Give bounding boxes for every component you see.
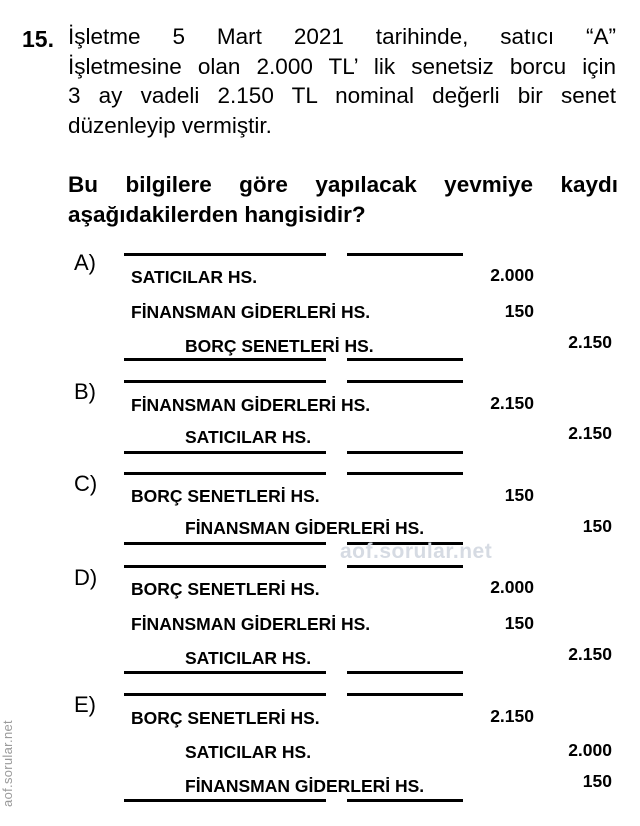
- journal-line: [124, 253, 326, 256]
- journal-line: [347, 451, 463, 454]
- debit-account: FİNANSMAN GİDERLERİ HS.: [131, 302, 371, 322]
- journal-line: [124, 565, 326, 568]
- option-a-letter[interactable]: A): [74, 250, 96, 275]
- journal-line: [347, 253, 463, 256]
- journal-line: [124, 472, 326, 475]
- credit-amount: 2.150: [568, 644, 612, 664]
- question-text-line: İşletme 5 Mart 2021 tarihinde, satıcı “A”: [68, 24, 616, 49]
- debit-amount: 150: [504, 485, 534, 505]
- journal-line: [347, 380, 463, 383]
- prompt-line: aşağıdakilerden hangisidir?: [68, 202, 366, 227]
- credit-amount: 2.150: [568, 332, 612, 352]
- journal-line: [347, 693, 463, 696]
- debit-amount: 150: [504, 301, 534, 321]
- debit-account: BORÇ SENETLERİ HS.: [131, 579, 320, 599]
- journal-line: [347, 565, 463, 568]
- credit-account: FİNANSMAN GİDERLERİ HS.: [185, 776, 425, 796]
- debit-amount: 150: [504, 613, 534, 633]
- credit-amount: 2.000: [568, 740, 612, 760]
- watermark-text: aof.sorular.net: [340, 540, 493, 563]
- credit-amount: 2.150: [568, 423, 612, 443]
- debit-account: FİNANSMAN GİDERLERİ HS.: [131, 614, 371, 634]
- option-b-letter[interactable]: B): [74, 379, 96, 404]
- debit-amount: 2.150: [490, 393, 534, 413]
- journal-line: [124, 380, 326, 383]
- journal-line: [347, 472, 463, 475]
- debit-amount: 2.000: [490, 577, 534, 597]
- prompt-line: Bu bilgilere göre yapılacak yevmiye kaydı: [68, 172, 618, 197]
- question-text-line: İşletmesine olan 2.000 TL’ lik senetsiz borcu için: [68, 53, 616, 79]
- credit-account: SATICILAR HS.: [185, 648, 312, 668]
- side-watermark-text: aof.sorular.net: [0, 720, 15, 807]
- journal-line: [124, 693, 326, 696]
- option-e-letter[interactable]: E): [74, 692, 96, 717]
- debit-amount: 2.150: [490, 706, 534, 726]
- debit-account: BORÇ SENETLERİ HS.: [131, 486, 320, 506]
- journal-line: [347, 671, 463, 674]
- question-prompt: [68, 170, 618, 230]
- journal-line: [124, 542, 326, 545]
- credit-account: FİNANSMAN GİDERLERİ HS.: [185, 518, 425, 538]
- journal-line: [124, 671, 326, 674]
- credit-account: BORÇ SENETLERİ HS.: [185, 336, 374, 356]
- question-number: 15.: [22, 26, 54, 52]
- debit-account: BORÇ SENETLERİ HS.: [131, 708, 320, 728]
- credit-amount: 150: [582, 516, 612, 536]
- journal-line: [347, 799, 463, 802]
- question-text-line: düzenleyip vermiştir.: [68, 112, 272, 138]
- journal-line: [124, 451, 326, 454]
- journal-line: [124, 358, 326, 361]
- credit-account: SATICILAR HS.: [185, 742, 312, 762]
- debit-account: SATICILAR HS.: [131, 267, 258, 287]
- option-d-letter[interactable]: D): [74, 565, 98, 590]
- option-c-letter[interactable]: C): [74, 471, 98, 496]
- question-text-line: 3 ay vadeli 2.150 TL nominal değerli bir senet: [68, 83, 616, 108]
- journal-line: [124, 799, 326, 802]
- debit-amount: 2.000: [490, 265, 534, 285]
- credit-account: SATICILAR HS.: [185, 427, 312, 447]
- question-text: [68, 22, 616, 140]
- debit-account: FİNANSMAN GİDERLERİ HS.: [131, 395, 371, 415]
- journal-line: [347, 358, 463, 361]
- credit-amount: 150: [582, 771, 612, 791]
